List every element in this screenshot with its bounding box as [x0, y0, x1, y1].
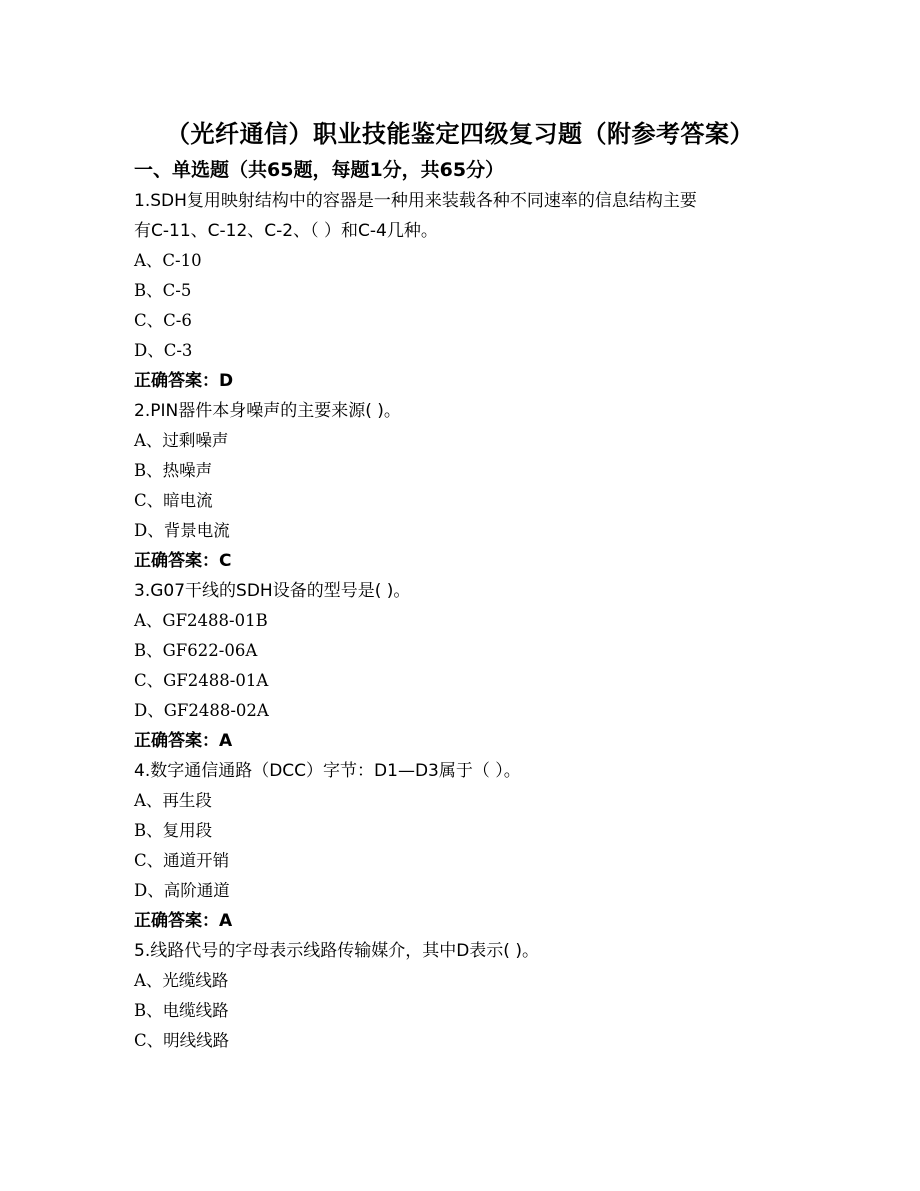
option-a: A、再生段 [134, 791, 212, 810]
answer-line: 正确答案：D [134, 371, 234, 391]
option-b: B、复用段 [134, 821, 213, 840]
question-5 [134, 936, 794, 1056]
option-c: C、C-6 [134, 311, 192, 330]
option-a: A、光缆线路 [134, 971, 229, 990]
question-list [134, 186, 794, 1056]
option-a: A、GF2488-01B [134, 611, 268, 630]
option-d: D、GF2488-02A [134, 701, 269, 720]
question-4 [134, 756, 794, 936]
answer-line: 正确答案：A [134, 731, 233, 751]
question-text-line: 1.SDH复用映射结构中的容器是一种用来装载各种不同速率的信息结构主要 [134, 191, 697, 211]
document-title: （光纤通信）职业技能鉴定四级复习题（附参考答案） [166, 120, 754, 148]
question-text-line: 2.PIN器件本身噪声的主要来源( )。 [134, 401, 401, 421]
option-c: C、明线线路 [134, 1031, 230, 1050]
question-text-line: 4.数字通信通路（DCC）字节：D1—D3属于（ ）。 [134, 761, 521, 781]
option-a: A、过剩噪声 [134, 431, 229, 450]
option-c: C、GF2488-01A [134, 671, 269, 690]
option-d: D、背景电流 [134, 521, 230, 540]
option-d: D、C-3 [134, 341, 193, 360]
option-b: B、热噪声 [134, 461, 213, 480]
answer-line: 正确答案：A [134, 911, 233, 931]
question-1 [134, 186, 794, 396]
question-text-line: 有C-11、C-12、C-2、（ ）和C-4几种。 [134, 221, 438, 241]
section-heading: 一、单选题（共65题，每题1分，共65分） [134, 159, 505, 181]
question-2 [134, 396, 794, 576]
option-d: D、高阶通道 [134, 881, 230, 900]
option-b: B、电缆线路 [134, 1001, 229, 1020]
option-a: A、C-10 [134, 251, 202, 270]
option-c: C、暗电流 [134, 491, 213, 510]
question-text-line: 5.线路代号的字母表示线路传输媒介，其中D表示( )。 [134, 941, 539, 961]
option-b: B、C-5 [134, 281, 192, 300]
answer-line: 正确答案：C [134, 551, 232, 571]
option-c: C、通道开销 [134, 851, 230, 870]
question-text-line: 3.G07干线的SDH设备的型号是( )。 [134, 581, 411, 601]
question-3 [134, 576, 794, 756]
option-b: B、GF622-06A [134, 641, 258, 660]
